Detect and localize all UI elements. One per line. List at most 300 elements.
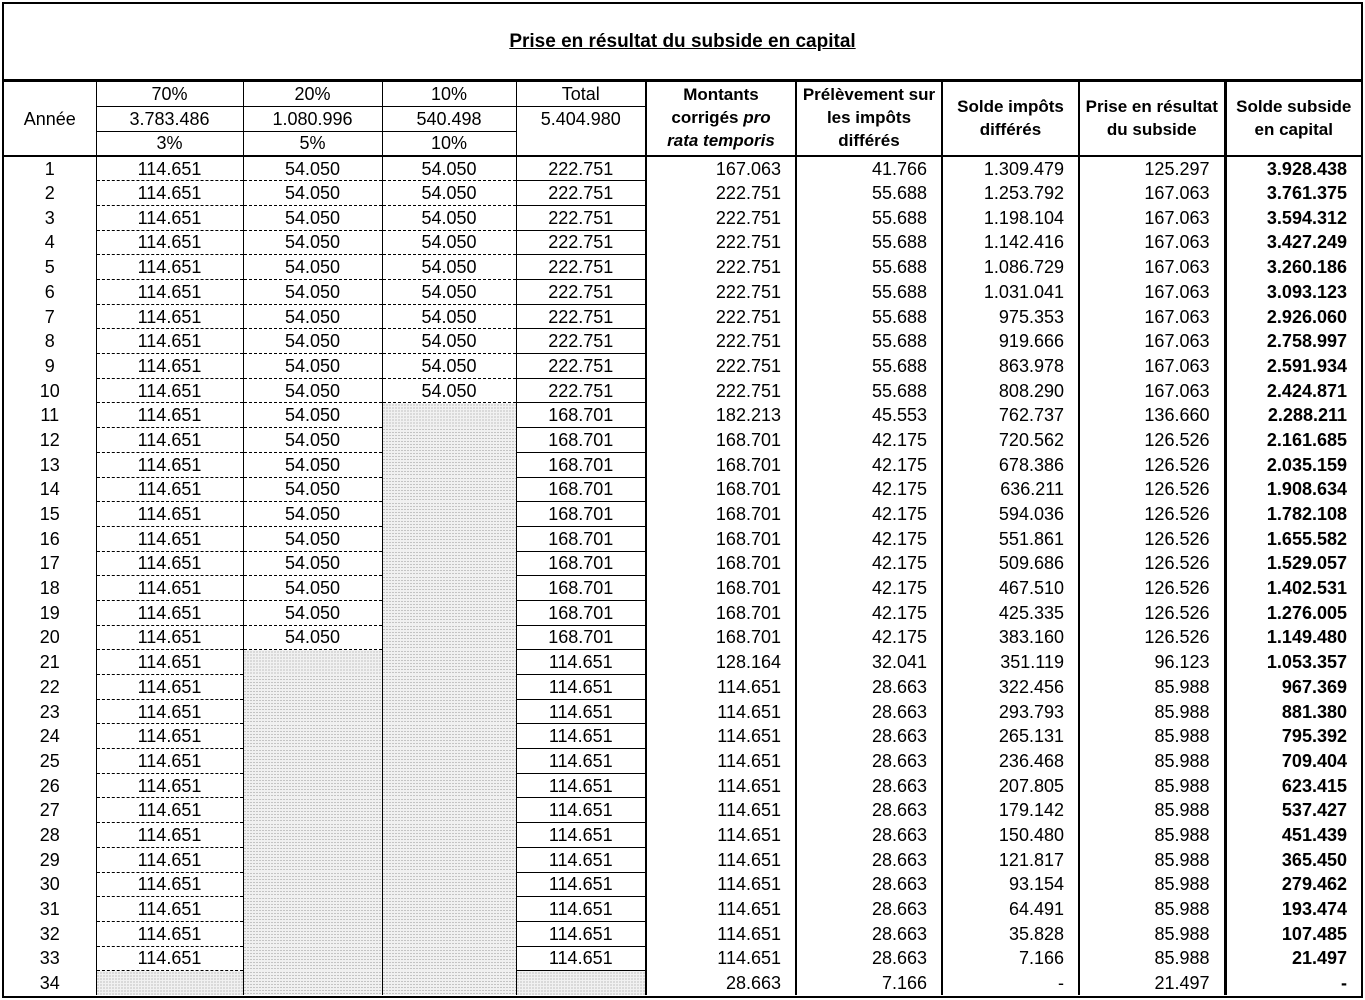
cell-prise-resultat: 167.063 — [1079, 181, 1225, 206]
cell-montants-corriges: 168.701 — [646, 452, 796, 477]
header-total-blank — [516, 131, 646, 156]
cell-solde-impots: 236.468 — [942, 749, 1079, 774]
table-row — [4, 205, 1361, 230]
cell-year: 33 — [39, 948, 60, 969]
cell-prelevement: 42.175 — [796, 576, 942, 601]
cell-prise-resultat: 126.526 — [1079, 600, 1225, 625]
header-amount-10: 540.498 — [382, 107, 516, 132]
cell-solde-subside: 623.415 — [1225, 773, 1361, 798]
cell-solde-subside: - — [1225, 971, 1361, 996]
cell-total: 114.651 — [516, 872, 646, 897]
cell-prelevement: 42.175 — [796, 526, 942, 551]
cell-amount-10 — [382, 675, 516, 700]
table-row — [4, 354, 1361, 379]
cell-total: 114.651 — [516, 921, 646, 946]
cell-amount-20: 54.050 — [243, 156, 382, 181]
cell-solde-impots: 594.036 — [942, 502, 1079, 527]
cell-prelevement: 41.766 — [796, 156, 942, 181]
header-montants-line2a: corrigés — [671, 108, 744, 128]
cell-year: 1 — [44, 158, 55, 179]
cell-solde-impots: 1.253.792 — [942, 181, 1079, 206]
table-row — [4, 625, 1361, 650]
cell-solde-impots: 293.793 — [942, 699, 1079, 724]
cell-amount-10 — [382, 798, 516, 823]
cell-amount-20 — [243, 921, 382, 946]
table-row — [4, 378, 1361, 403]
cell-prelevement: 28.663 — [796, 823, 942, 848]
cell-montants-corriges: 114.651 — [646, 749, 796, 774]
cell-solde-impots: 265.131 — [942, 724, 1079, 749]
table-row — [4, 699, 1361, 724]
title-band — [4, 4, 1361, 82]
cell-solde-subside: 709.404 — [1225, 749, 1361, 774]
cell-montants-corriges: 114.651 — [646, 872, 796, 897]
table-row — [4, 971, 1361, 996]
cell-year: 21 — [39, 652, 60, 673]
cell-solde-impots: 509.686 — [942, 551, 1079, 576]
table-row — [4, 428, 1361, 453]
cell-amount-70: 114.651 — [96, 921, 243, 946]
cell-amount-70: 114.651 — [96, 551, 243, 576]
cell-montants-corriges: 222.751 — [646, 378, 796, 403]
cell-year: 30 — [39, 874, 60, 895]
cell-solde-subside: 3.761.375 — [1225, 181, 1361, 206]
cell-prelevement: 42.175 — [796, 452, 942, 477]
table-row — [4, 897, 1361, 922]
cell-amount-10: 54.050 — [382, 329, 516, 354]
cell-amount-20: 54.050 — [243, 181, 382, 206]
cell-year: 8 — [44, 331, 55, 352]
cell-year: 29 — [39, 849, 60, 870]
cell-montants-corriges: 222.751 — [646, 255, 796, 280]
cell-total: 114.651 — [516, 897, 646, 922]
cell-amount-20 — [243, 773, 382, 798]
cell-year: 9 — [44, 355, 55, 376]
cell-solde-subside: 2.424.871 — [1225, 378, 1361, 403]
cell-amount-70: 114.651 — [96, 847, 243, 872]
cell-montants-corriges: 114.651 — [646, 897, 796, 922]
cell-solde-subside: 3.260.186 — [1225, 255, 1361, 280]
cell-prise-resultat: 85.988 — [1079, 675, 1225, 700]
cell-amount-70: 114.651 — [96, 699, 243, 724]
table-row — [4, 946, 1361, 971]
cell-prelevement: 55.688 — [796, 329, 942, 354]
cell-amount-20: 54.050 — [243, 205, 382, 230]
cell-amount-70: 114.651 — [96, 625, 243, 650]
header-amount-70: 3.783.486 — [96, 107, 243, 132]
cell-solde-impots: 64.491 — [942, 897, 1079, 922]
cell-amount-20: 54.050 — [243, 403, 382, 428]
cell-amount-70: 114.651 — [96, 872, 243, 897]
cell-prise-resultat: 85.988 — [1079, 946, 1225, 971]
cell-amount-20: 54.050 — [243, 255, 382, 280]
cell-montants-corriges: 167.063 — [646, 156, 796, 181]
cell-montants-corriges: 128.164 — [646, 650, 796, 675]
cell-montants-corriges: 28.663 — [646, 971, 796, 996]
cell-solde-impots: 7.166 — [942, 946, 1079, 971]
cell-prelevement: 42.175 — [796, 551, 942, 576]
header-montants-line1: Montants — [683, 85, 759, 105]
cell-solde-subside: 967.369 — [1225, 675, 1361, 700]
cell-prelevement: 45.553 — [796, 403, 942, 428]
cell-amount-70: 114.651 — [96, 156, 243, 181]
cell-year: 22 — [39, 676, 60, 697]
cell-solde-subside: 1.529.057 — [1225, 551, 1361, 576]
cell-solde-impots: 179.142 — [942, 798, 1079, 823]
cell-amount-70: 114.651 — [96, 477, 243, 502]
cell-prelevement: 28.663 — [796, 773, 942, 798]
cell-prelevement: 55.688 — [796, 181, 942, 206]
cell-amount-20 — [243, 749, 382, 774]
cell-amount-70: 114.651 — [96, 576, 243, 601]
cell-solde-subside: 451.439 — [1225, 823, 1361, 848]
cell-solde-subside: 2.591.934 — [1225, 354, 1361, 379]
cell-year: 2 — [44, 183, 55, 204]
cell-solde-subside: 1.782.108 — [1225, 502, 1361, 527]
cell-amount-10: 54.050 — [382, 280, 516, 305]
cell-solde-subside: 3.427.249 — [1225, 230, 1361, 255]
cell-solde-impots: 762.737 — [942, 403, 1079, 428]
cell-amount-70: 114.651 — [96, 526, 243, 551]
cell-total — [516, 971, 646, 996]
cell-amount-70: 114.651 — [96, 600, 243, 625]
cell-montants-corriges: 114.651 — [646, 773, 796, 798]
cell-total: 222.751 — [516, 329, 646, 354]
cell-montants-corriges: 182.213 — [646, 403, 796, 428]
cell-prise-resultat: 167.063 — [1079, 280, 1225, 305]
table-row — [4, 872, 1361, 897]
cell-montants-corriges: 114.651 — [646, 847, 796, 872]
cell-solde-impots: 121.817 — [942, 847, 1079, 872]
cell-amount-20 — [243, 823, 382, 848]
cell-prelevement: 28.663 — [796, 675, 942, 700]
cell-amount-20: 54.050 — [243, 329, 382, 354]
cell-amount-70: 114.651 — [96, 773, 243, 798]
cell-solde-subside: 3.928.438 — [1225, 156, 1361, 181]
cell-amount-70: 114.651 — [96, 230, 243, 255]
cell-solde-impots: 383.160 — [942, 625, 1079, 650]
cell-montants-corriges: 114.651 — [646, 699, 796, 724]
header-prelevement: Prélèvement sur les impôts différés — [796, 82, 942, 156]
cell-total: 114.651 — [516, 699, 646, 724]
cell-prelevement: 55.688 — [796, 230, 942, 255]
cell-amount-10 — [382, 650, 516, 675]
table-row — [4, 255, 1361, 280]
cell-total: 222.751 — [516, 304, 646, 329]
cell-prise-resultat: 85.988 — [1079, 798, 1225, 823]
table-row — [4, 798, 1361, 823]
cell-prelevement: 7.166 — [796, 971, 942, 996]
cell-year: 7 — [44, 306, 55, 327]
table-body — [4, 156, 1361, 995]
cell-total: 168.701 — [516, 477, 646, 502]
cell-solde-subside: 795.392 — [1225, 724, 1361, 749]
cell-amount-10 — [382, 724, 516, 749]
cell-amount-20: 54.050 — [243, 502, 382, 527]
cell-montants-corriges: 114.651 — [646, 921, 796, 946]
cell-amount-70: 114.651 — [96, 255, 243, 280]
cell-montants-corriges: 222.751 — [646, 329, 796, 354]
cell-amount-10 — [382, 502, 516, 527]
cell-amount-10 — [382, 477, 516, 502]
cell-prelevement: 28.663 — [796, 749, 942, 774]
cell-solde-impots: 35.828 — [942, 921, 1079, 946]
cell-prise-resultat: 126.526 — [1079, 428, 1225, 453]
spreadsheet — [2, 2, 1363, 998]
cell-amount-10: 54.050 — [382, 205, 516, 230]
table-row — [4, 329, 1361, 354]
cell-amount-70: 114.651 — [96, 675, 243, 700]
header-pct-10: 10% — [382, 82, 516, 107]
cell-total: 168.701 — [516, 600, 646, 625]
cell-amount-70: 114.651 — [96, 205, 243, 230]
cell-solde-impots: 720.562 — [942, 428, 1079, 453]
cell-prise-resultat: 85.988 — [1079, 897, 1225, 922]
table-row — [4, 650, 1361, 675]
table-row — [4, 823, 1361, 848]
cell-year: 20 — [39, 627, 60, 648]
cell-total: 114.651 — [516, 798, 646, 823]
cell-montants-corriges: 222.751 — [646, 230, 796, 255]
cell-montants-corriges: 168.701 — [646, 600, 796, 625]
cell-prise-resultat: 126.526 — [1079, 477, 1225, 502]
cell-amount-10 — [382, 576, 516, 601]
cell-solde-impots: 551.861 — [942, 526, 1079, 551]
cell-amount-20 — [243, 724, 382, 749]
cell-year: 32 — [39, 923, 60, 944]
cell-year: 31 — [39, 899, 60, 920]
cell-amount-20 — [243, 699, 382, 724]
cell-amount-10 — [382, 600, 516, 625]
cell-year: 6 — [44, 281, 55, 302]
cell-amount-20: 54.050 — [243, 230, 382, 255]
cell-solde-subside: 1.276.005 — [1225, 600, 1361, 625]
header-total: Total — [516, 82, 646, 107]
cell-solde-subside: 1.149.480 — [1225, 625, 1361, 650]
cell-prelevement: 28.663 — [796, 872, 942, 897]
cell-amount-20: 54.050 — [243, 354, 382, 379]
cell-solde-impots: - — [942, 971, 1079, 996]
cell-total: 222.751 — [516, 378, 646, 403]
cell-year: 3 — [44, 207, 55, 228]
cell-solde-impots: 1.309.479 — [942, 156, 1079, 181]
cell-solde-subside: 2.758.997 — [1225, 329, 1361, 354]
header-total-amount: 5.404.980 — [516, 107, 646, 132]
cell-amount-20: 54.050 — [243, 576, 382, 601]
cell-amount-10 — [382, 897, 516, 922]
table-row — [4, 477, 1361, 502]
cell-total: 222.751 — [516, 230, 646, 255]
cell-montants-corriges: 168.701 — [646, 625, 796, 650]
cell-prise-resultat: 136.660 — [1079, 403, 1225, 428]
cell-amount-20: 54.050 — [243, 477, 382, 502]
cell-prise-resultat: 85.988 — [1079, 699, 1225, 724]
cell-prise-resultat: 167.063 — [1079, 378, 1225, 403]
cell-amount-20 — [243, 946, 382, 971]
cell-amount-10 — [382, 526, 516, 551]
cell-amount-10 — [382, 452, 516, 477]
table-title: Prise en résultat du subside en capital — [509, 30, 856, 52]
cell-solde-subside: 2.035.159 — [1225, 452, 1361, 477]
cell-amount-70: 114.651 — [96, 378, 243, 403]
cell-amount-10: 54.050 — [382, 304, 516, 329]
cell-montants-corriges: 222.751 — [646, 181, 796, 206]
cell-amount-10 — [382, 823, 516, 848]
cell-year: 27 — [39, 800, 60, 821]
cell-solde-subside: 2.288.211 — [1225, 403, 1361, 428]
cell-total: 168.701 — [516, 502, 646, 527]
cell-montants-corriges: 168.701 — [646, 576, 796, 601]
header-amount-20: 1.080.996 — [243, 107, 382, 132]
header-montants-line3: rata temporis — [667, 131, 775, 150]
cell-amount-70: 114.651 — [96, 749, 243, 774]
cell-solde-impots: 678.386 — [942, 452, 1079, 477]
table-row — [4, 403, 1361, 428]
header-rate-10: 10% — [382, 131, 516, 156]
cell-solde-subside: 107.485 — [1225, 921, 1361, 946]
cell-amount-70: 114.651 — [96, 946, 243, 971]
cell-solde-subside: 21.497 — [1225, 946, 1361, 971]
cell-prise-resultat: 85.988 — [1079, 872, 1225, 897]
cell-solde-impots: 975.353 — [942, 304, 1079, 329]
cell-prelevement: 28.663 — [796, 921, 942, 946]
cell-amount-20 — [243, 675, 382, 700]
cell-prise-resultat: 167.063 — [1079, 205, 1225, 230]
cell-total: 222.751 — [516, 156, 646, 181]
cell-amount-70: 114.651 — [96, 724, 243, 749]
cell-amount-70: 114.651 — [96, 428, 243, 453]
cell-total: 222.751 — [516, 354, 646, 379]
cell-amount-10 — [382, 971, 516, 996]
cell-year: 24 — [39, 726, 60, 747]
cell-prise-resultat: 126.526 — [1079, 576, 1225, 601]
cell-montants-corriges: 168.701 — [646, 502, 796, 527]
header-annee: Année — [4, 82, 96, 156]
cell-amount-10: 54.050 — [382, 354, 516, 379]
cell-amount-10 — [382, 625, 516, 650]
table-row — [4, 773, 1361, 798]
table-row — [4, 576, 1361, 601]
cell-solde-impots: 808.290 — [942, 378, 1079, 403]
cell-amount-70: 114.651 — [96, 502, 243, 527]
cell-solde-subside: 193.474 — [1225, 897, 1361, 922]
table-row — [4, 600, 1361, 625]
cell-year: 18 — [39, 578, 60, 599]
cell-year: 14 — [39, 479, 60, 500]
cell-amount-70: 114.651 — [96, 650, 243, 675]
cell-amount-20: 54.050 — [243, 452, 382, 477]
table-row — [4, 526, 1361, 551]
cell-total: 114.651 — [516, 946, 646, 971]
table-row — [4, 724, 1361, 749]
cell-solde-impots: 919.666 — [942, 329, 1079, 354]
cell-prise-resultat: 167.063 — [1079, 255, 1225, 280]
cell-solde-impots: 93.154 — [942, 872, 1079, 897]
cell-amount-20: 54.050 — [243, 625, 382, 650]
cell-year: 23 — [39, 701, 60, 722]
cell-amount-70 — [96, 971, 243, 996]
cell-prise-resultat: 85.988 — [1079, 823, 1225, 848]
cell-year: 25 — [39, 750, 60, 771]
cell-prelevement: 28.663 — [796, 847, 942, 872]
cell-montants-corriges: 222.751 — [646, 304, 796, 329]
cell-prelevement: 55.688 — [796, 354, 942, 379]
cell-amount-70: 114.651 — [96, 354, 243, 379]
cell-year: 16 — [39, 528, 60, 549]
cell-total: 114.651 — [516, 675, 646, 700]
cell-prelevement: 55.688 — [796, 205, 942, 230]
table-row — [4, 847, 1361, 872]
cell-solde-subside: 1.053.357 — [1225, 650, 1361, 675]
cell-solde-impots: 467.510 — [942, 576, 1079, 601]
cell-prelevement: 28.663 — [796, 897, 942, 922]
cell-amount-10 — [382, 699, 516, 724]
table-row — [4, 921, 1361, 946]
cell-prelevement: 42.175 — [796, 477, 942, 502]
cell-amount-70: 114.651 — [96, 181, 243, 206]
cell-amount-10 — [382, 872, 516, 897]
header-solde-subside: Solde subside en capital — [1225, 82, 1361, 156]
cell-solde-impots: 150.480 — [942, 823, 1079, 848]
header-montants — [646, 82, 796, 156]
cell-solde-impots: 1.031.041 — [942, 280, 1079, 305]
subsidy-table — [4, 82, 1361, 995]
table-row — [4, 675, 1361, 700]
table-row — [4, 156, 1361, 181]
cell-amount-70: 114.651 — [96, 798, 243, 823]
cell-year: 4 — [44, 232, 55, 253]
cell-amount-20: 54.050 — [243, 378, 382, 403]
cell-montants-corriges: 168.701 — [646, 428, 796, 453]
cell-amount-70: 114.651 — [96, 304, 243, 329]
cell-year: 28 — [39, 824, 60, 845]
cell-amount-20 — [243, 798, 382, 823]
cell-amount-20 — [243, 872, 382, 897]
cell-prise-resultat: 85.988 — [1079, 921, 1225, 946]
cell-prelevement: 28.663 — [796, 798, 942, 823]
table-row — [4, 452, 1361, 477]
table-row — [4, 502, 1361, 527]
cell-solde-subside: 365.450 — [1225, 847, 1361, 872]
cell-solde-impots: 207.805 — [942, 773, 1079, 798]
cell-total: 114.651 — [516, 847, 646, 872]
cell-solde-subside: 3.594.312 — [1225, 205, 1361, 230]
cell-amount-20: 54.050 — [243, 551, 382, 576]
cell-year: 26 — [39, 775, 60, 796]
cell-montants-corriges: 114.651 — [646, 946, 796, 971]
cell-prelevement: 55.688 — [796, 280, 942, 305]
cell-prelevement: 28.663 — [796, 946, 942, 971]
header-rate-20: 5% — [243, 131, 382, 156]
cell-montants-corriges: 222.751 — [646, 205, 796, 230]
cell-prise-resultat: 167.063 — [1079, 354, 1225, 379]
cell-solde-impots: 1.086.729 — [942, 255, 1079, 280]
cell-total: 222.751 — [516, 181, 646, 206]
cell-amount-20 — [243, 650, 382, 675]
cell-prise-resultat: 126.526 — [1079, 452, 1225, 477]
table-row — [4, 181, 1361, 206]
table-row — [4, 551, 1361, 576]
cell-amount-70: 114.651 — [96, 897, 243, 922]
cell-amount-20 — [243, 971, 382, 996]
cell-amount-20 — [243, 897, 382, 922]
cell-amount-70: 114.651 — [96, 280, 243, 305]
cell-montants-corriges: 222.751 — [646, 280, 796, 305]
cell-prelevement: 55.688 — [796, 378, 942, 403]
header-rate-70: 3% — [96, 131, 243, 156]
cell-year: 17 — [39, 553, 60, 574]
cell-solde-subside: 1.655.582 — [1225, 526, 1361, 551]
